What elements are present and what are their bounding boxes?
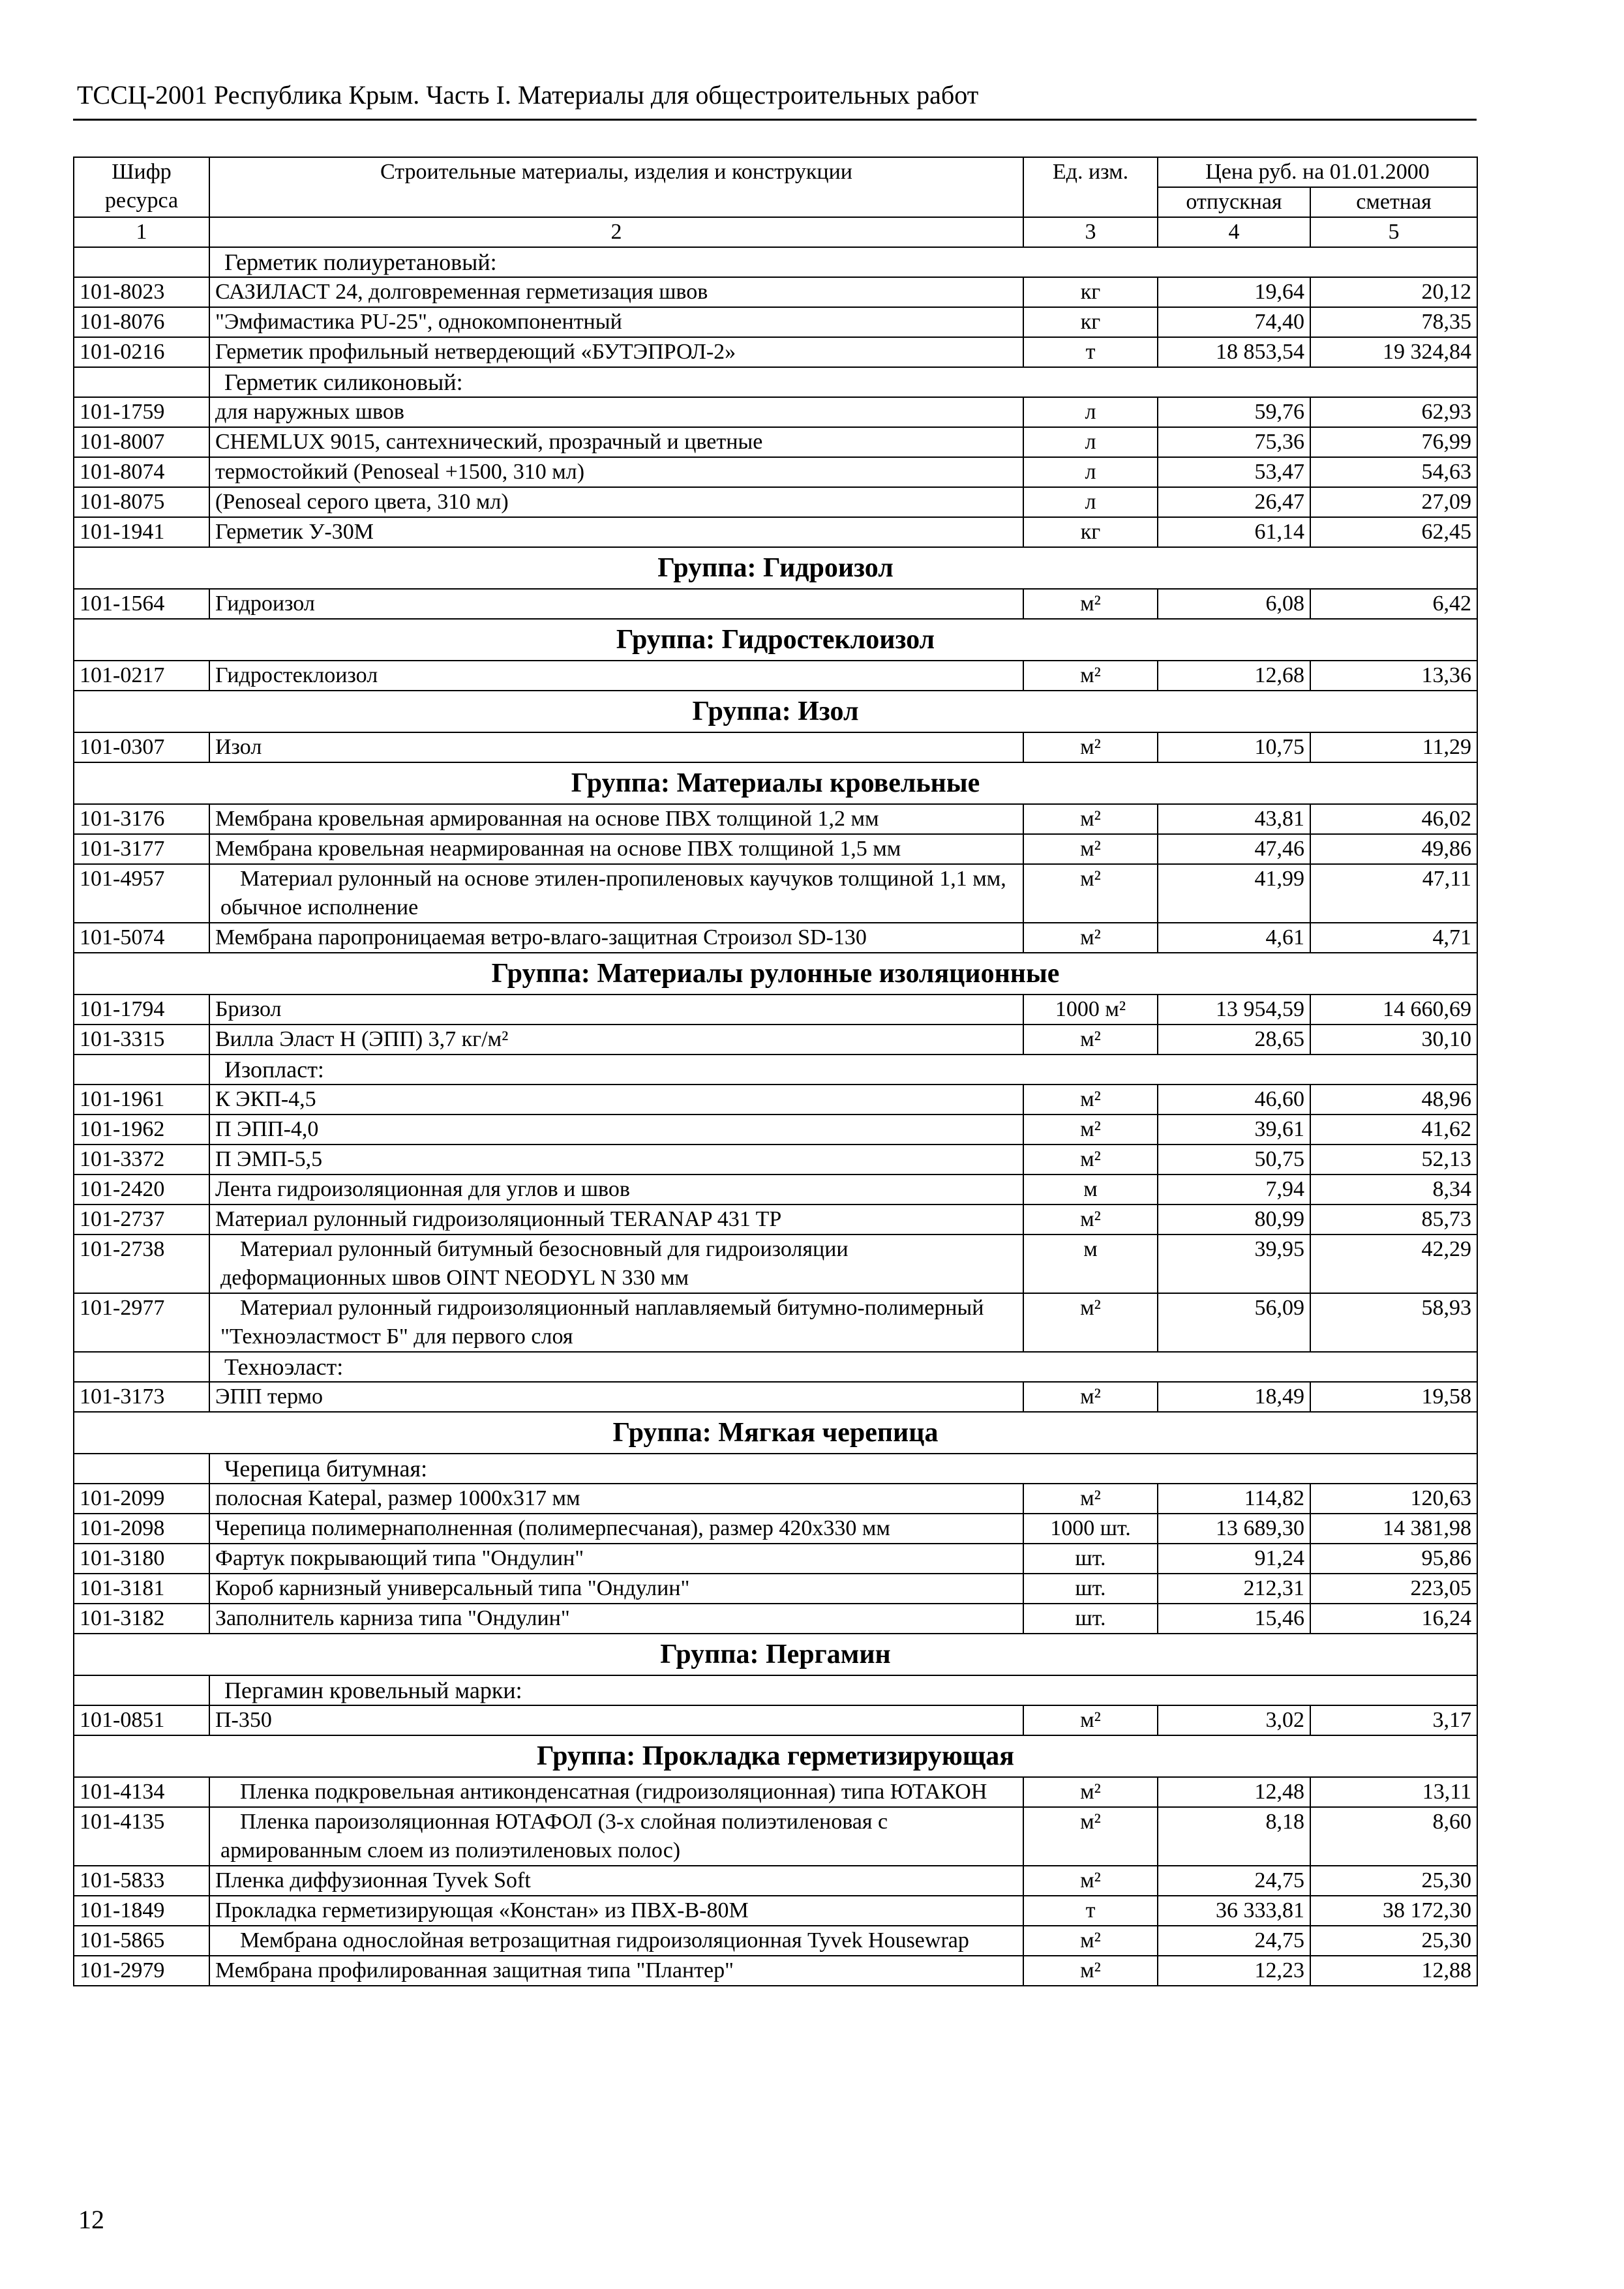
table-row — [74, 277, 1477, 307]
resource-code: 101-0217 — [74, 661, 209, 691]
col-header-release: отпускная — [1158, 187, 1310, 217]
unit-of-measure: кг — [1023, 517, 1158, 547]
release-price: 46,60 — [1158, 1085, 1310, 1115]
material-name: Фартук покрывающий типа "Ондулин" — [209, 1544, 1023, 1574]
group-heading: Группа: Материалы рулонные изоляционные — [74, 953, 1477, 995]
resource-code: 101-3177 — [74, 834, 209, 864]
material-name: Пленка диффузионная Tyvek Soft — [209, 1866, 1023, 1896]
unit-of-measure: 1000 м² — [1023, 995, 1158, 1025]
material-name: П ЭПП-4,0 — [209, 1115, 1023, 1144]
release-price: 47,46 — [1158, 834, 1310, 864]
col-header-price: Цена руб. на 01.01.2000 — [1158, 157, 1477, 187]
material-name: "Эмфимастика PU-25", однокомпонентный — [209, 307, 1023, 337]
resource-code: 101-1564 — [74, 589, 209, 619]
group-heading-row — [74, 953, 1477, 995]
resource-code: 101-8076 — [74, 307, 209, 337]
material-name: Материал рулонный гидроизоляционный TERANAP 431 TP — [209, 1204, 1023, 1234]
table-row — [74, 1866, 1477, 1896]
material-name: термостойкий (Penoseal +1500, 310 мл) — [209, 457, 1023, 487]
resource-code: 101-4957 — [74, 864, 209, 923]
table-row — [74, 732, 1477, 762]
material-name: Герметик У-30М — [209, 517, 1023, 547]
unit-of-measure: кг — [1023, 277, 1158, 307]
price-table-body — [74, 157, 1477, 1986]
subgroup-heading: Герметик силиконовый: — [209, 367, 1477, 397]
table-row — [74, 1777, 1477, 1807]
material-name: Герметик профильный нетвердеющий «БУТЭПРОЛ-2» — [209, 337, 1023, 367]
col-number: 3 — [1023, 217, 1158, 247]
subgroup-heading-row — [74, 1454, 1477, 1484]
unit-of-measure: м² — [1023, 1382, 1158, 1412]
material-name: Гидроизол — [209, 589, 1023, 619]
release-price: 39,95 — [1158, 1234, 1310, 1293]
resource-code: 101-2737 — [74, 1204, 209, 1234]
table-row — [74, 661, 1477, 691]
material-name: CHEMLUX 9015, сантехнический, прозрачный и цветные — [209, 427, 1023, 457]
page-number: 12 — [78, 2205, 104, 2234]
col-header-code: Шифр ресурса — [74, 157, 209, 217]
estimate-price: 4,71 — [1310, 923, 1477, 953]
release-price: 6,08 — [1158, 589, 1310, 619]
group-heading-row — [74, 1412, 1477, 1454]
estimate-price: 11,29 — [1310, 732, 1477, 762]
unit-of-measure: л — [1023, 397, 1158, 427]
release-price: 53,47 — [1158, 457, 1310, 487]
unit-of-measure: м² — [1023, 589, 1158, 619]
material-name: Мембрана профилированная защитная типа "Плантер" — [209, 1956, 1023, 1986]
estimate-price: 42,29 — [1310, 1234, 1477, 1293]
unit-of-measure: м — [1023, 1234, 1158, 1293]
unit-of-measure: м² — [1023, 1085, 1158, 1115]
col-number: 5 — [1310, 217, 1477, 247]
estimate-price: 78,35 — [1310, 307, 1477, 337]
unit-of-measure: м² — [1023, 1484, 1158, 1514]
estimate-price: 46,02 — [1310, 804, 1477, 834]
resource-code: 101-2099 — [74, 1484, 209, 1514]
unit-of-measure: м² — [1023, 1956, 1158, 1986]
unit-of-measure: м² — [1023, 1204, 1158, 1234]
release-price: 12,48 — [1158, 1777, 1310, 1807]
group-heading: Группа: Материалы кровельные — [74, 762, 1477, 804]
estimate-price: 14 381,98 — [1310, 1514, 1477, 1544]
material-name: Материал рулонный гидроизоляционный наплавляемый битумно-полимерный "Техноэластмост Б" для первого слоя — [209, 1293, 1023, 1352]
estimate-price: 52,13 — [1310, 1144, 1477, 1174]
unit-of-measure: м² — [1023, 1866, 1158, 1896]
release-price: 3,02 — [1158, 1705, 1310, 1735]
subgroup-heading: Техноэласт: — [209, 1352, 1477, 1382]
material-name: САЗИЛАСТ 24, долговременная герметизация швов — [209, 277, 1023, 307]
resource-code: 101-1962 — [74, 1115, 209, 1144]
unit-of-measure: м² — [1023, 1777, 1158, 1807]
estimate-price: 14 660,69 — [1310, 995, 1477, 1025]
estimate-price: 13,36 — [1310, 661, 1477, 691]
group-heading-row — [74, 547, 1477, 589]
resource-code: 101-3180 — [74, 1544, 209, 1574]
resource-code: 101-1794 — [74, 995, 209, 1025]
table-row — [74, 1174, 1477, 1204]
release-price: 15,46 — [1158, 1604, 1310, 1634]
release-price: 74,40 — [1158, 307, 1310, 337]
material-name: П-350 — [209, 1705, 1023, 1735]
release-price: 24,75 — [1158, 1926, 1310, 1956]
col-number: 4 — [1158, 217, 1310, 247]
unit-of-measure: м² — [1023, 1115, 1158, 1144]
estimate-price: 95,86 — [1310, 1544, 1477, 1574]
code-cell-empty — [74, 1352, 209, 1382]
material-name: Вилла Эласт Н (ЭПП) 3,7 кг/м² — [209, 1025, 1023, 1055]
material-name: Мембрана однослойная ветрозащитная гидроизоляционная Tyvek Housewrap — [209, 1926, 1023, 1956]
table-row — [74, 397, 1477, 427]
group-heading-row — [74, 1735, 1477, 1777]
table-row — [74, 1382, 1477, 1412]
resource-code: 101-5833 — [74, 1866, 209, 1896]
resource-code: 101-8023 — [74, 277, 209, 307]
release-price: 212,31 — [1158, 1574, 1310, 1604]
group-heading: Группа: Пергамин — [74, 1634, 1477, 1675]
material-name: Изол — [209, 732, 1023, 762]
unit-of-measure: шт. — [1023, 1544, 1158, 1574]
group-heading: Группа: Изол — [74, 691, 1477, 732]
unit-of-measure: 1000 шт. — [1023, 1514, 1158, 1544]
material-name: Бризол — [209, 995, 1023, 1025]
release-price: 18 853,54 — [1158, 337, 1310, 367]
material-name: К ЭКП-4,5 — [209, 1085, 1023, 1115]
release-price: 7,94 — [1158, 1174, 1310, 1204]
release-price: 43,81 — [1158, 804, 1310, 834]
release-price: 8,18 — [1158, 1807, 1310, 1866]
unit-of-measure: л — [1023, 427, 1158, 457]
unit-of-measure: м² — [1023, 923, 1158, 953]
release-price: 12,68 — [1158, 661, 1310, 691]
estimate-price: 62,45 — [1310, 517, 1477, 547]
unit-of-measure: м² — [1023, 1025, 1158, 1055]
group-heading: Группа: Гидростеклоизол — [74, 619, 1477, 661]
release-price: 10,75 — [1158, 732, 1310, 762]
material-name: Пленка подкровельная антиконденсатная (гидроизоляционная) типа ЮТАКОН — [209, 1777, 1023, 1807]
col-header-name: Строительные материалы, изделия и конструкции — [209, 157, 1023, 217]
table-row — [74, 1144, 1477, 1174]
group-heading-row — [74, 762, 1477, 804]
table-row — [74, 337, 1477, 367]
subgroup-heading-row — [74, 1352, 1477, 1382]
resource-code: 101-3315 — [74, 1025, 209, 1055]
estimate-price: 62,93 — [1310, 397, 1477, 427]
table-row — [74, 1574, 1477, 1604]
release-price: 61,14 — [1158, 517, 1310, 547]
material-name: ЭПП термо — [209, 1382, 1023, 1412]
resource-code: 101-2977 — [74, 1293, 209, 1352]
group-heading-row — [74, 1634, 1477, 1675]
subgroup-heading: Черепица битумная: — [209, 1454, 1477, 1484]
unit-of-measure: м² — [1023, 732, 1158, 762]
material-name: полосная Katepal, размер 1000x317 мм — [209, 1484, 1023, 1514]
table-row — [74, 307, 1477, 337]
estimate-price: 25,30 — [1310, 1866, 1477, 1896]
release-price: 12,23 — [1158, 1956, 1310, 1986]
code-cell-empty — [74, 367, 209, 397]
unit-of-measure: т — [1023, 1896, 1158, 1926]
table-row — [74, 1514, 1477, 1544]
table-row — [74, 1025, 1477, 1055]
estimate-price: 223,05 — [1310, 1574, 1477, 1604]
code-cell-empty — [74, 1675, 209, 1705]
unit-of-measure: м² — [1023, 1807, 1158, 1866]
resource-code: 101-2979 — [74, 1956, 209, 1986]
release-price: 13 954,59 — [1158, 995, 1310, 1025]
unit-of-measure: м² — [1023, 1705, 1158, 1735]
subgroup-heading-row — [74, 1675, 1477, 1705]
price-table — [73, 157, 1478, 1986]
material-name: Мембрана паропроницаемая ветро-влаго-защитная Строизол SD-130 — [209, 923, 1023, 953]
subgroup-heading: Герметик полиуретановый: — [209, 247, 1477, 277]
resource-code: 101-5074 — [74, 923, 209, 953]
material-name: Материал рулонный на основе этилен-пропиленовых каучуков толщиной 1,1 мм, обычное исполнение — [209, 864, 1023, 923]
table-row — [74, 1293, 1477, 1352]
estimate-price: 12,88 — [1310, 1956, 1477, 1986]
unit-of-measure: м² — [1023, 661, 1158, 691]
material-name: Материал рулонный битумный безосновный для гидроизоляции деформационных швов OINT NEODYL N 330 мм — [209, 1234, 1023, 1293]
unit-of-measure: м — [1023, 1174, 1158, 1204]
table-row — [74, 804, 1477, 834]
release-price: 4,61 — [1158, 923, 1310, 953]
estimate-price: 8,34 — [1310, 1174, 1477, 1204]
material-name: Гидростеклоизол — [209, 661, 1023, 691]
resource-code: 101-3181 — [74, 1574, 209, 1604]
estimate-price: 38 172,30 — [1310, 1896, 1477, 1926]
col-header-unit: Ед. изм. — [1023, 157, 1158, 217]
page-header-title: ТССЦ-2001 Республика Крым. Часть I. Материалы для общестроительных работ — [77, 80, 979, 110]
estimate-price: 76,99 — [1310, 427, 1477, 457]
resource-code: 101-4134 — [74, 1777, 209, 1807]
resource-code: 101-3372 — [74, 1144, 209, 1174]
material-name: (Penoseal серого цвета, 310 мл) — [209, 487, 1023, 517]
release-price: 18,49 — [1158, 1382, 1310, 1412]
material-name: Черепица полимернаполненная (полимерпесчаная), размер 420x330 мм — [209, 1514, 1023, 1544]
table-row — [74, 1234, 1477, 1293]
estimate-price: 13,11 — [1310, 1777, 1477, 1807]
release-price: 28,65 — [1158, 1025, 1310, 1055]
table-row — [74, 457, 1477, 487]
resource-code: 101-3173 — [74, 1382, 209, 1412]
table-row — [74, 923, 1477, 953]
code-cell-empty — [74, 247, 209, 277]
release-price: 114,82 — [1158, 1484, 1310, 1514]
table-row — [74, 427, 1477, 457]
group-heading: Группа: Гидроизол — [74, 547, 1477, 589]
unit-of-measure: шт. — [1023, 1574, 1158, 1604]
estimate-price: 3,17 — [1310, 1705, 1477, 1735]
estimate-price: 58,93 — [1310, 1293, 1477, 1352]
subgroup-heading: Изопласт: — [209, 1055, 1477, 1085]
table-row — [74, 1956, 1477, 1986]
table-row — [74, 517, 1477, 547]
unit-of-measure: шт. — [1023, 1604, 1158, 1634]
resource-code: 101-4135 — [74, 1807, 209, 1866]
material-name: Мембрана кровельная армированная на основе ПВХ толщиной 1,2 мм — [209, 804, 1023, 834]
estimate-price: 25,30 — [1310, 1926, 1477, 1956]
subgroup-heading: Пергамин кровельный марки: — [209, 1675, 1477, 1705]
release-price: 36 333,81 — [1158, 1896, 1310, 1926]
estimate-price: 19 324,84 — [1310, 337, 1477, 367]
estimate-price: 41,62 — [1310, 1115, 1477, 1144]
unit-of-measure: м² — [1023, 804, 1158, 834]
table-row — [74, 589, 1477, 619]
column-number-row — [74, 217, 1477, 247]
material-name: П ЭМП-5,5 — [209, 1144, 1023, 1174]
estimate-price: 6,42 — [1310, 589, 1477, 619]
material-name: Короб карнизный универсальный типа "Ондулин" — [209, 1574, 1023, 1604]
table-row — [74, 1896, 1477, 1926]
col-header-estimate: сметная — [1310, 187, 1477, 217]
material-name: Прокладка герметизирующая «Констан» из ПВХ-В-80М — [209, 1896, 1023, 1926]
subgroup-heading-row — [74, 367, 1477, 397]
estimate-price: 16,24 — [1310, 1604, 1477, 1634]
table-row — [74, 1204, 1477, 1234]
resource-code: 101-2738 — [74, 1234, 209, 1293]
material-name: Лента гидроизоляционная для углов и швов — [209, 1174, 1023, 1204]
code-cell-empty — [74, 1055, 209, 1085]
estimate-price: 54,63 — [1310, 457, 1477, 487]
estimate-price: 47,11 — [1310, 864, 1477, 923]
table-row — [74, 995, 1477, 1025]
unit-of-measure: м² — [1023, 1144, 1158, 1174]
table-row — [74, 834, 1477, 864]
col-number: 2 — [209, 217, 1023, 247]
release-price: 59,76 — [1158, 397, 1310, 427]
estimate-price: 30,10 — [1310, 1025, 1477, 1055]
release-price: 75,36 — [1158, 427, 1310, 457]
resource-code: 101-5865 — [74, 1926, 209, 1956]
col-number: 1 — [74, 217, 209, 247]
release-price: 39,61 — [1158, 1115, 1310, 1144]
table-row — [74, 1115, 1477, 1144]
unit-of-measure: л — [1023, 487, 1158, 517]
estimate-price: 85,73 — [1310, 1204, 1477, 1234]
header-row — [74, 157, 1477, 187]
material-name: для наружных швов — [209, 397, 1023, 427]
table-row — [74, 1705, 1477, 1735]
table-row — [74, 1807, 1477, 1866]
table-row — [74, 1085, 1477, 1115]
resource-code: 101-3182 — [74, 1604, 209, 1634]
resource-code: 101-3176 — [74, 804, 209, 834]
resource-code: 101-1941 — [74, 517, 209, 547]
estimate-price: 20,12 — [1310, 277, 1477, 307]
release-price: 56,09 — [1158, 1293, 1310, 1352]
resource-code: 101-1759 — [74, 397, 209, 427]
resource-code: 101-0216 — [74, 337, 209, 367]
release-price: 50,75 — [1158, 1144, 1310, 1174]
estimate-price: 19,58 — [1310, 1382, 1477, 1412]
table-row — [74, 1544, 1477, 1574]
material-name: Заполнитель карниза типа "Ондулин" — [209, 1604, 1023, 1634]
resource-code: 101-0851 — [74, 1705, 209, 1735]
resource-code: 101-8075 — [74, 487, 209, 517]
resource-code: 101-0307 — [74, 732, 209, 762]
unit-of-measure: м² — [1023, 1926, 1158, 1956]
resource-code: 101-1961 — [74, 1085, 209, 1115]
material-name: Мембрана кровельная неармированная на основе ПВХ толщиной 1,5 мм — [209, 834, 1023, 864]
unit-of-measure: л — [1023, 457, 1158, 487]
code-cell-empty — [74, 1454, 209, 1484]
table-row — [74, 864, 1477, 923]
release-price: 19,64 — [1158, 277, 1310, 307]
estimate-price: 48,96 — [1310, 1085, 1477, 1115]
unit-of-measure: кг — [1023, 307, 1158, 337]
release-price: 26,47 — [1158, 487, 1310, 517]
release-price: 91,24 — [1158, 1544, 1310, 1574]
group-heading: Группа: Мягкая черепица — [74, 1412, 1477, 1454]
release-price: 13 689,30 — [1158, 1514, 1310, 1544]
table-row — [74, 1604, 1477, 1634]
group-heading: Группа: Прокладка герметизирующая — [74, 1735, 1477, 1777]
resource-code: 101-2420 — [74, 1174, 209, 1204]
unit-of-measure: м² — [1023, 834, 1158, 864]
table-row — [74, 1926, 1477, 1956]
estimate-price: 120,63 — [1310, 1484, 1477, 1514]
unit-of-measure: м² — [1023, 864, 1158, 923]
release-price: 41,99 — [1158, 864, 1310, 923]
subgroup-heading-row — [74, 247, 1477, 277]
unit-of-measure: м² — [1023, 1293, 1158, 1352]
subgroup-heading-row — [74, 1055, 1477, 1085]
group-heading-row — [74, 619, 1477, 661]
group-heading-row — [74, 691, 1477, 732]
resource-code: 101-8074 — [74, 457, 209, 487]
header-rule — [73, 119, 1477, 121]
resource-code: 101-1849 — [74, 1896, 209, 1926]
table-row — [74, 487, 1477, 517]
release-price: 24,75 — [1158, 1866, 1310, 1896]
unit-of-measure: т — [1023, 337, 1158, 367]
estimate-price: 8,60 — [1310, 1807, 1477, 1866]
table-row — [74, 1484, 1477, 1514]
material-name: Пленка пароизоляционная ЮТАФОЛ (3-х слойная полиэтиленовая с армированным слоем из полиэтиленовых полос) — [209, 1807, 1023, 1866]
estimate-price: 49,86 — [1310, 834, 1477, 864]
release-price: 80,99 — [1158, 1204, 1310, 1234]
resource-code: 101-2098 — [74, 1514, 209, 1544]
resource-code: 101-8007 — [74, 427, 209, 457]
estimate-price: 27,09 — [1310, 487, 1477, 517]
